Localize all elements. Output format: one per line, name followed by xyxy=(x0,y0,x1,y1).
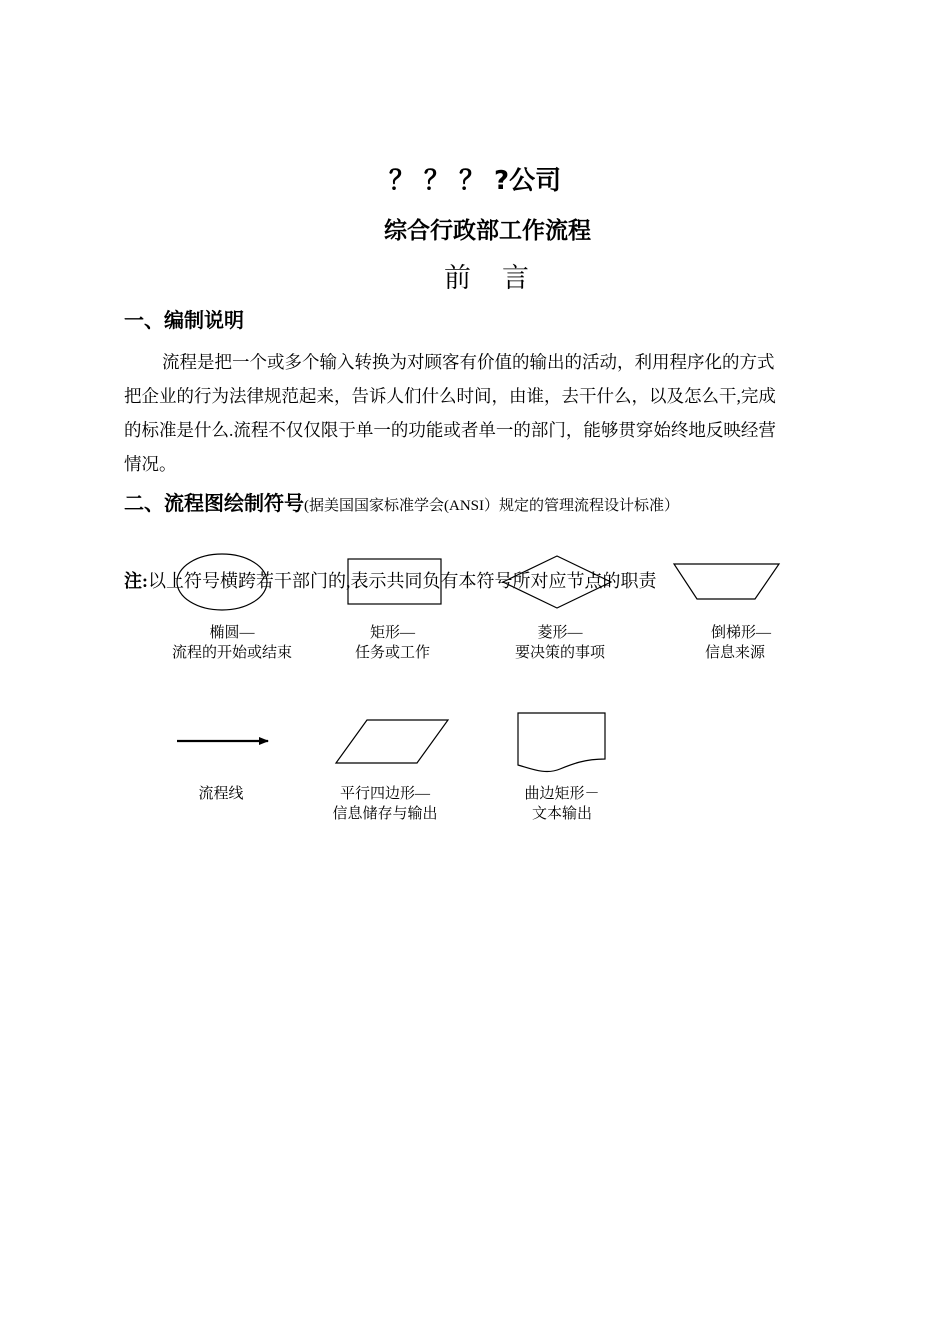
symbol-name: 矩形— xyxy=(369,625,415,641)
ellipse-icon xyxy=(177,554,267,610)
symbol-name: 平行四边形— xyxy=(339,786,430,802)
symbol-caption-diamond xyxy=(500,623,620,663)
document-subtitle: 综合行政部工作流程 xyxy=(384,218,591,244)
diamond-icon xyxy=(503,556,611,608)
symbol-name: 曲边矩形－ xyxy=(524,786,600,802)
symbol-name: 倒梯形— xyxy=(710,625,771,641)
document-shape-icon xyxy=(518,713,605,772)
symbol-desc: 任务或工作 xyxy=(354,645,430,661)
symbol-desc: 信息来源 xyxy=(704,645,765,661)
note-label: 注: xyxy=(124,571,148,591)
inverted-trapezoid-icon xyxy=(674,564,779,599)
symbol-desc: 文本输出 xyxy=(531,806,592,822)
symbol-desc: 流程的开始或结束 xyxy=(171,645,292,661)
company-title: ？ ？ ？ ?公司 xyxy=(388,166,562,196)
rectangle-icon xyxy=(348,559,441,604)
symbol-caption-trapezoid xyxy=(690,623,780,663)
symbol-name: 椭圆— xyxy=(209,625,255,641)
para-line-2: 把企业的行为法律规范起来，告诉人们什么时间，由谁，去干什么，以及怎么干,完成 xyxy=(124,386,776,406)
para-line-3: 的标准是什么.流程不仅仅限于单一的功能或者单一的部门，能够贯穿始终地反映经营 xyxy=(124,420,776,440)
symbol-name: 流程线 xyxy=(198,786,244,802)
section1-heading: 一、编制说明 xyxy=(124,308,244,332)
symbol-caption-ellipse xyxy=(162,623,302,663)
section2-heading-note: (据美国国家标准学会(ANSI）规定的管理流程设计标准） xyxy=(304,498,679,514)
parallelogram-icon xyxy=(336,720,448,763)
symbol-desc: 要决策的事项 xyxy=(514,645,605,661)
note-text: 以上符号横跨若干部门的,表示共同负有本符号所对应节点的职责 xyxy=(148,571,657,591)
symbol-name: 菱形— xyxy=(537,625,583,641)
symbol-caption-document xyxy=(510,784,614,824)
preface-heading: 前 言 xyxy=(444,263,531,294)
para-line-1: 流程是把一个或多个输入转换为对顾客有价值的输出的活动，利用程序化的方式 xyxy=(162,352,775,372)
para-line-4: 情况。 xyxy=(124,454,177,474)
symbol-caption-arrow xyxy=(180,784,262,804)
symbol-desc: 信息储存与输出 xyxy=(332,806,438,822)
symbol-caption-parallelogram xyxy=(320,784,450,824)
symbol-caption-rectangle xyxy=(335,623,450,663)
section2-heading-text: 二、流程图绘制符号 xyxy=(124,491,304,515)
